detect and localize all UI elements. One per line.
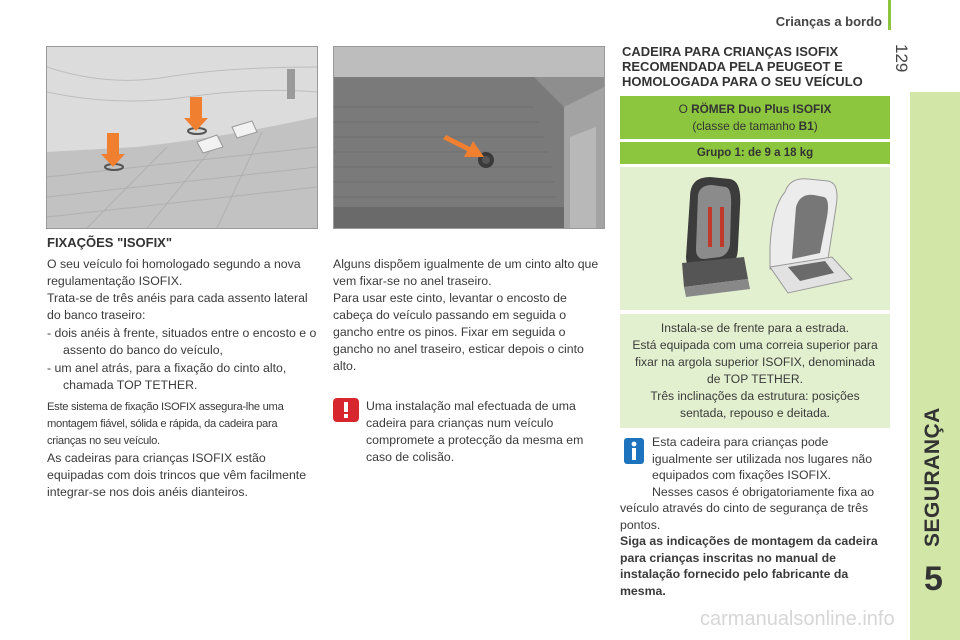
chapter-side-tab [910, 92, 960, 640]
tether-paragraph-2: Para usar este cinto, levantar o encosto de cabeça do veículo passando em seguida o gancho entre os pinos. Fixar em seguida o gancho no anel traseiro, esticar depois o cinto alto. [333, 291, 584, 373]
isofix-paragraph-3: Este sistema de fixação ISOFIX assegura-lhe uma montagem fiável, sólida e rápida, da cadeira para crianças no seu veículo. [47, 401, 284, 447]
info-note [620, 434, 890, 599]
child-seat-icon [682, 177, 750, 297]
size-prefix: (classe de tamanho [692, 119, 799, 133]
title-line: RECOMENDADA PELA PEUGEOT E [622, 59, 843, 74]
isofix-paragraph-4: As cadeiras para crianças ISOFIX estão equipadas com dois trincos que vêm facilmente integrar-se nos dois anéis dianteiros. [47, 451, 307, 499]
seat-name: RÖMER Duo Plus ISOFIX [691, 102, 832, 116]
info-text-2: Nesses casos é obrigatoriamente fixa ao veículo através do cinto de segurança de três pontos. [620, 484, 875, 532]
chapter-header-title: Crianças a bordo [775, 14, 882, 29]
title-line: CADEIRA PARA CRIANÇAS ISOFIX [622, 44, 839, 59]
weight-group: Grupo 1: de 9 a 18 kg [620, 142, 890, 164]
size-class: B1 [798, 119, 814, 133]
vehicle-seat-icon [770, 179, 852, 293]
top-tether-description [333, 256, 603, 375]
info-icon [624, 438, 644, 464]
watermark: carmanualsonline.info [700, 608, 895, 630]
isofix-paragraph-2: Trata-se de três anéis para cada assento lateral do banco traseiro: [47, 291, 308, 322]
warning-text: Uma instalação mal efectuada de uma cadeira para crianças num veículo compromete a protecção da mesma em caso de colisão. [366, 399, 584, 464]
seat-info-panel [620, 96, 890, 428]
header-rule [888, 0, 891, 30]
info-text-1: Esta cadeira para crianças pode igualmente ser utilizada nos lugares não equipados com fixações ISOFIX. [652, 435, 873, 482]
info-bold-text: Siga as indicações de montagem da cadeira para crianças inscritas no manual de instalação fornecido pelo fabricante da mesma. [620, 534, 878, 598]
seat-desc-line: Instala-se de frente para a estrada. [660, 321, 850, 335]
seat-name-box [620, 96, 890, 139]
chapter-number: 5 [924, 560, 943, 598]
isofix-seat-photo [46, 46, 318, 229]
top-tether-photo [333, 46, 605, 229]
seat-desc-line: Três inclinações da estrutura: posições sentada, repouso e deitada. [650, 389, 860, 420]
isofix-heading: FIXAÇÕES "ISOFIX" [47, 235, 173, 250]
title-line: HOMOLOGADA PARA O SEU VEÍCULO [622, 74, 863, 89]
isofix-list-item: - um anel atrás, para a fixação do cinto alto, chamada TOP TETHER. [47, 361, 287, 392]
isofix-description [47, 256, 319, 501]
tether-paragraph-1: Alguns dispõem igualmente de um cinto alto que vem fixar-se no anel traseiro. [333, 257, 599, 288]
section-label: SEGURANÇA [921, 407, 944, 547]
seat-description [620, 314, 890, 428]
page-number: 129 [892, 44, 911, 73]
seat-desc-line: Está equipada com uma correia superior para fixar na argola superior ISOFIX, denominada de TOP TETHER. [632, 338, 878, 386]
warning-icon [333, 398, 359, 422]
size-suffix: ) [813, 119, 818, 133]
child-seat-illustration [620, 167, 890, 310]
recommended-seat-title [622, 44, 897, 89]
seat-prefix: O [678, 102, 692, 116]
isofix-list-item: - dois anéis à frente, situados entre o encosto e o assento do banco do veículo, [47, 326, 317, 357]
isofix-paragraph-1: O seu veículo foi homologado segundo a nova regulamentação ISOFIX. [47, 257, 301, 288]
